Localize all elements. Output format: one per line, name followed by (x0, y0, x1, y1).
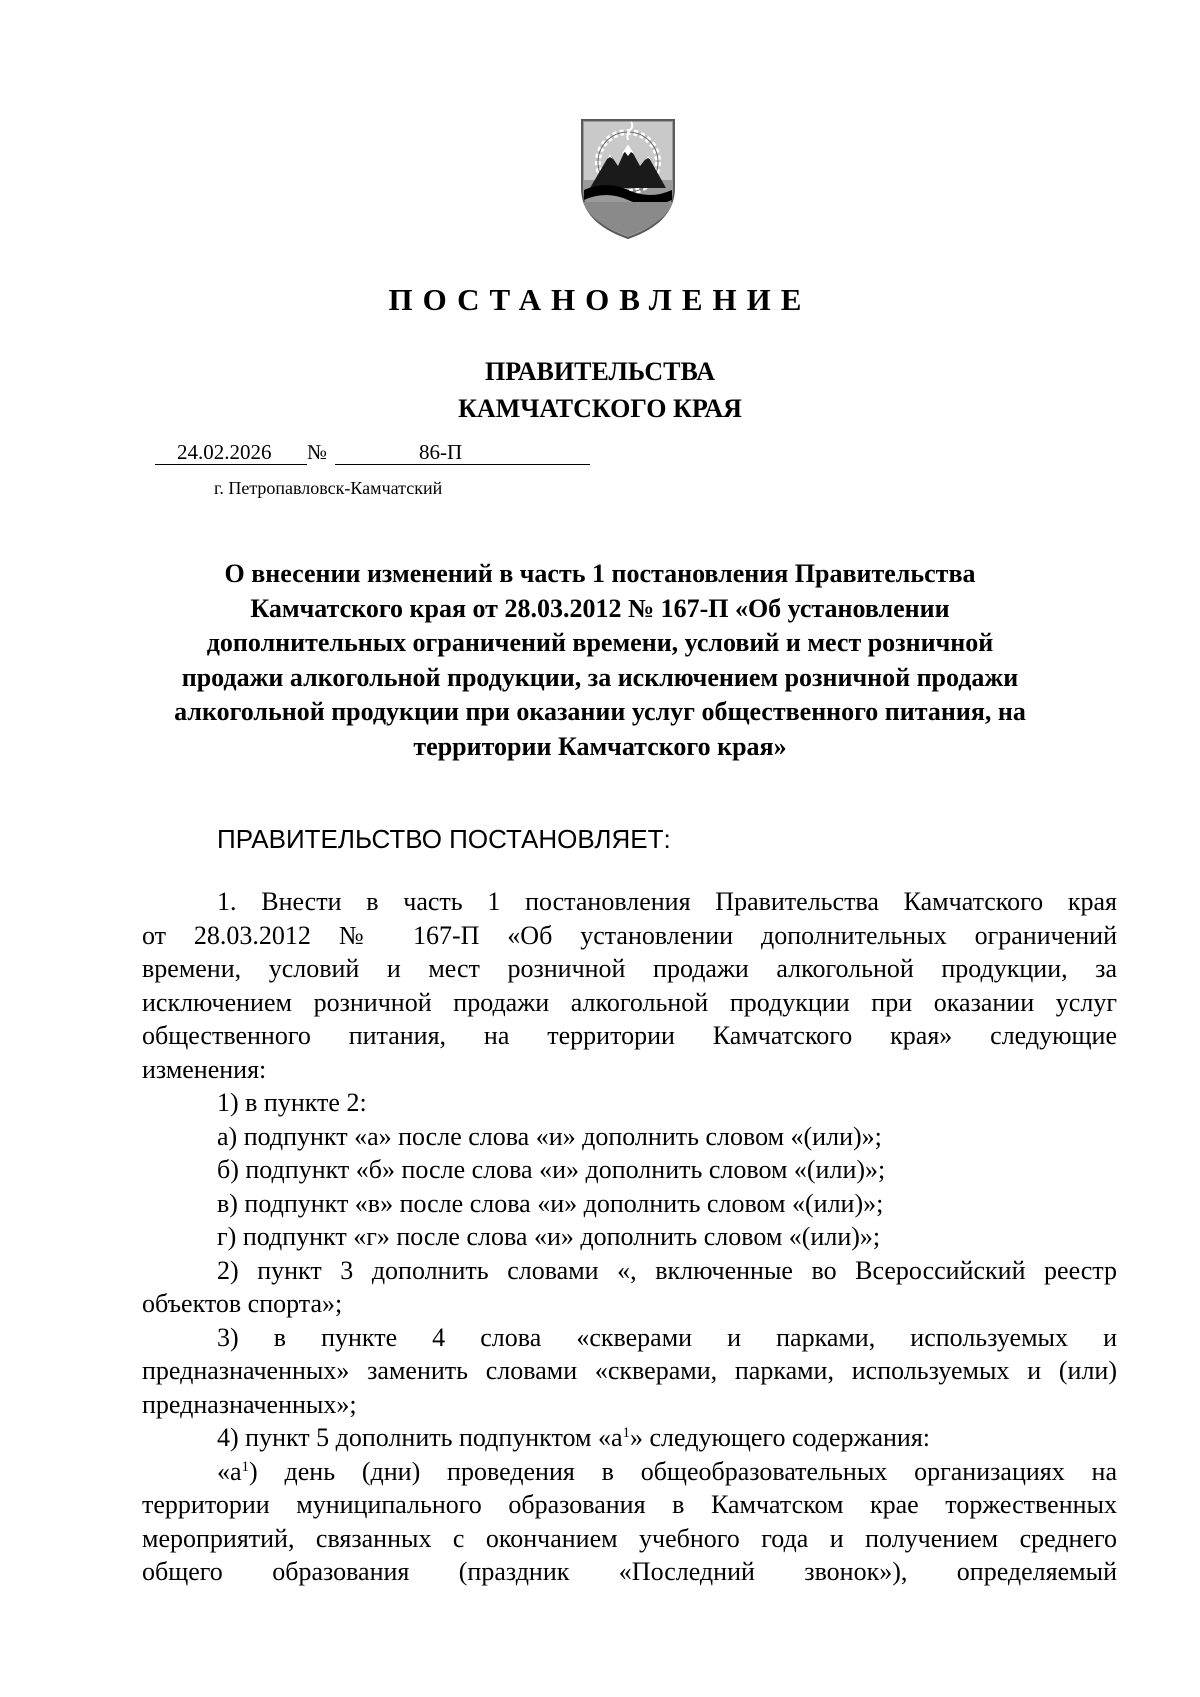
issuer-block (0, 353, 1200, 427)
paragraph-line: 2) пункт 3 дополнить словами «, включенные во Всероссийский реестр (217, 1255, 1117, 1285)
paragraph-line: времени, условий и мест розничной продажи алкогольной продукции, за (142, 954, 1117, 983)
paragraph-line: исключением розничной продажи алкогольной продукции при оказании услуг (142, 987, 1117, 1017)
list-item: б) подпункт «б» после слова «и» дополнить словом «(или)»; (217, 1155, 886, 1184)
title-line: продажи алкогольной продукции, за исключением розничной продажи (181, 662, 1019, 692)
quote-open: «а (217, 1456, 242, 1486)
quoted-paragraph-line: мероприятий, связанных с окончанием учебного года и получением среднего (142, 1523, 1117, 1553)
city-line: г. Петропавловск-Камчатский (214, 478, 443, 498)
title-line: алкогольной продукции при оказании услуг общественного питания, на (174, 697, 1026, 726)
paragraph-line: изменения: (142, 1054, 267, 1084)
document-date: 24.02.2026 (177, 440, 272, 464)
list-item: 1) в пункте 2: (217, 1088, 367, 1117)
kamchatka-coat-of-arms-icon (576, 110, 680, 242)
title-line: дополнительных ограничений времени, условий и мест розничной (206, 628, 994, 657)
paragraph-line: объектов спорта»; (142, 1289, 343, 1318)
item4-text-end: » следующего содержания: (630, 1423, 931, 1452)
quoted-paragraph-line (142, 1455, 1117, 1489)
decree-statement: ПРАВИТЕЛЬСТВО ПОСТАНОВЛЯЕТ: (217, 824, 671, 854)
document-number: 86-П (419, 440, 463, 464)
item4-text-start: 4) пункт 5 дополнить подпунктом «а (217, 1423, 623, 1452)
issuer-line-2: КАМЧАТСКОГО КРАЯ (458, 394, 742, 423)
superscript: 1 (241, 1458, 250, 1475)
document-title (150, 557, 1050, 764)
paragraph-line: общественного питания, на территории Камчатского края» следующие (142, 1021, 1117, 1050)
issuer-line-1: ПРАВИТЕЛЬСТВА (485, 357, 715, 386)
list-item (142, 1421, 1117, 1455)
document-body (142, 885, 1117, 1589)
title-line: территории Камчатского края» (413, 731, 787, 761)
superscript: 1 (622, 1425, 630, 1441)
quoted-paragraph-line: территории муниципального образования в Камчатском крае торжественных (142, 1490, 1117, 1519)
list-item: г) подпункт «г» после слова «и» дополнить словом «(или)»; (217, 1222, 881, 1251)
paragraph-line: от 28.03.2012 № 167-П «Об установлении дополнительных ограничений (142, 920, 1117, 950)
title-line: О внесении изменений в часть 1 постановления Правительства (224, 559, 976, 588)
list-item: а) подпункт «а» после слова «и» дополнить словом «(или)»; (217, 1121, 882, 1151)
quoted-paragraph-line: общего образования (праздник «Последний звонок»), определяемый (142, 1557, 1117, 1586)
paragraph-line: 1. Внести в часть 1 постановления Правительства Камчатского края (217, 887, 1117, 916)
list-item: в) подпункт «в» после слова «и» дополнить словом «(или)»; (217, 1188, 884, 1218)
date-number-line (155, 440, 595, 466)
title-line: Камчатского края от 28.03.2012 № 167-П «Об установлении (250, 593, 950, 623)
number-sign: № (307, 440, 328, 464)
paragraph-line: 3) в пункте 4 слова «скверами и парками, используемых и (217, 1322, 1117, 1352)
paragraph-line: предназначенных» заменить словами «скверами, парками, используемых и (или) (142, 1356, 1117, 1385)
document-type-heading: ПОСТАНОВЛЕНИЕ (388, 282, 812, 317)
paragraph-line: предназначенных»; (142, 1389, 357, 1419)
quote-first-line-rest: ) день (дни) проведения в общеобразовательных организациях на (249, 1456, 1117, 1486)
